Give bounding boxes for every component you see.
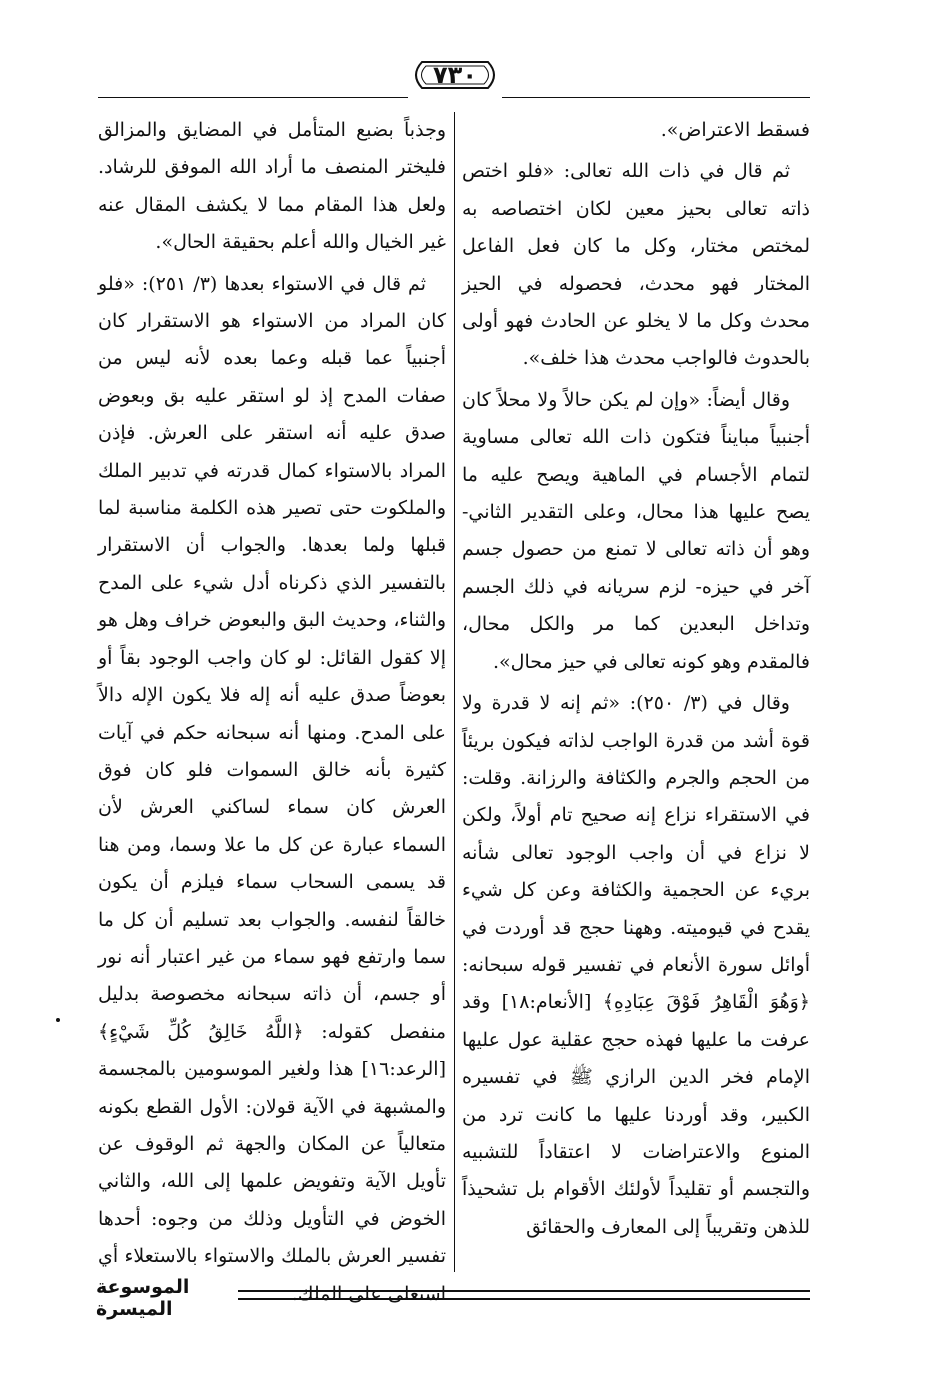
header-rule-right (502, 97, 810, 98)
page-number-frame (408, 58, 502, 92)
paragraph: وقال أيضاً: «وإن لم يكن حالاً ولا محلاً كان أجنبياً مبايناً فتكون ذات الله تعالى مساوية لتمام الأجسام في الماهية ويصح عليه ما يصح عليها هذا محال، وعلى التقدير الثاني- وهو أن ذاته تعالى لا تمنع من حصول جسم آخر في حيزه- لزم سريانه في ذلك الجسم وتداخل البعدين كما مر والكل محال، فالمقدم وهو كونه تعالى في حيز محال». (462, 388, 810, 673)
paragraph: فسقط الاعتراض». (660, 119, 810, 141)
paragraph: ثم قال في ذات الله تعالى: «فلو اختص ذاته تعالى بحيز معين لكان اختصاصه به لمختص مختار، وكل ما كان فعل الفاعل المختار فهو محدث، فحصوله في الحيز محدث وكل ما لا يخلو عن الحادث فهو أولى بالحدوث فالواجب محدث هذا خلف». (462, 160, 810, 370)
margin-dot (56, 1018, 60, 1022)
footer-rule (238, 1290, 810, 1292)
footer-title: الموسوعة الميسرة (96, 1276, 190, 1320)
right-column (462, 112, 810, 1270)
column-divider (454, 112, 455, 1272)
page-number: ٧٣٠ (433, 61, 477, 89)
footer-rule (238, 1298, 810, 1300)
paragraph: وقال في (٣/ ٢٥٠): «ثم إنه لا قدرة ولا قوة أشد من قدرة الواجب لذاته فيكون بريئاً من الحجم والجرم والكثافة والرزانة. وقلت: في الاستقراء نزاع إنه صحيح تام أولاً، ولكن لا نزاع في أن واجب الوجود تعالى شأنه بريء عن الحجمية والكثافة وعن كل شيء يقدح في قيوميته. وههنا حجج قد أوردت في أوائل سورة الأنعام في تفسير قوله سبحانه: ﴿وَهُوَ الْقَاهِرُ فَوْقَ عِبَادِهِ﴾ [الأنعام:١٨] وقد عرفت ما عليها فهذه حجج عقلية عول عليها الإمام فخر الدين الرازي ﷺ في تفسيره الكبير، وقد أوردنا عليها ما كانت ترد من المنوع والاعتراضات لا اعتقاداً للتشبيه والتجسم أو تقليداً لأولئك الأقوام بل تشحيذاً للذهن وتقريباً إلى المعارف والحقائق (462, 692, 810, 1238)
header-rule-left (98, 97, 408, 98)
paragraph: وجذباً بضبع المتأمل في المضايق والمزالق فليختر المنصف ما أراد الله الموفق للرشاد. ولعل هذا المقام مما لا يكشف المقال عنه غير الخيال والله أعلم بحقيقة الحال». (98, 119, 446, 254)
paragraph: ثم قال في الاستواء بعدها (٣/ ٢٥١): «فلو كان المراد من الاستواء هو الاستقرار كان أجنبياً عما قبله وعما بعده لأنه ليس من صفات المدح إذ لو استقر عليه بق وبعوض صدق عليه أنه استقر على العرش. فإذن المراد بالاستواء كمال قدرته في تدبير الملك والملكوت حتى تصير هذه الكلمة مناسبة لما قبلها ولما بعدها. والجواب أن الاستقرار بالتفسير الذي ذكرناه أدل شيء على المدح والثناء، وحديث البق والبعوض خراف وهل هو إلا كقول القائل: لو كان واجب الوجود بقاً أو بعوضاً صدق عليه أنه إله فلا يكون الإله دالاً على المدح. ومنها أنه سبحانه حكم في آيات كثيرة بأنه خالق السموات فلو كان فوق العرش كان سماء لساكني العرش لأن السماء عبارة عن كل ما علا وسما، ومن هنا قد يسمى السحاب سماء فيلزم أن يكون خالقاً لنفسه. والجواب بعد تسليم أن كل ما سما وارتفع فهو سماء من غير اعتبار أنه نور أو جسم، أن ذاته سبحانه مخصوصة بدليل منفصل كقوله: ﴿اللَّهُ خَالِقُ كُلِّ شَيْءٍ﴾ [الرعد:١٦] هذا ولغير الموسومين بالمجسمة والمشبهة في الآية قولان: الأول القطع بكونه متعالياً عن المكان والجهة ثم الوقوف عن تأويل الآية وتفويض علمها إلى الله، والثاني الخوض في التأويل وذلك من وجوه: أحدها تفسير العرش بالملك والاستواء بالاستعلاء أي استعلى على الملك. (98, 272, 446, 1305)
